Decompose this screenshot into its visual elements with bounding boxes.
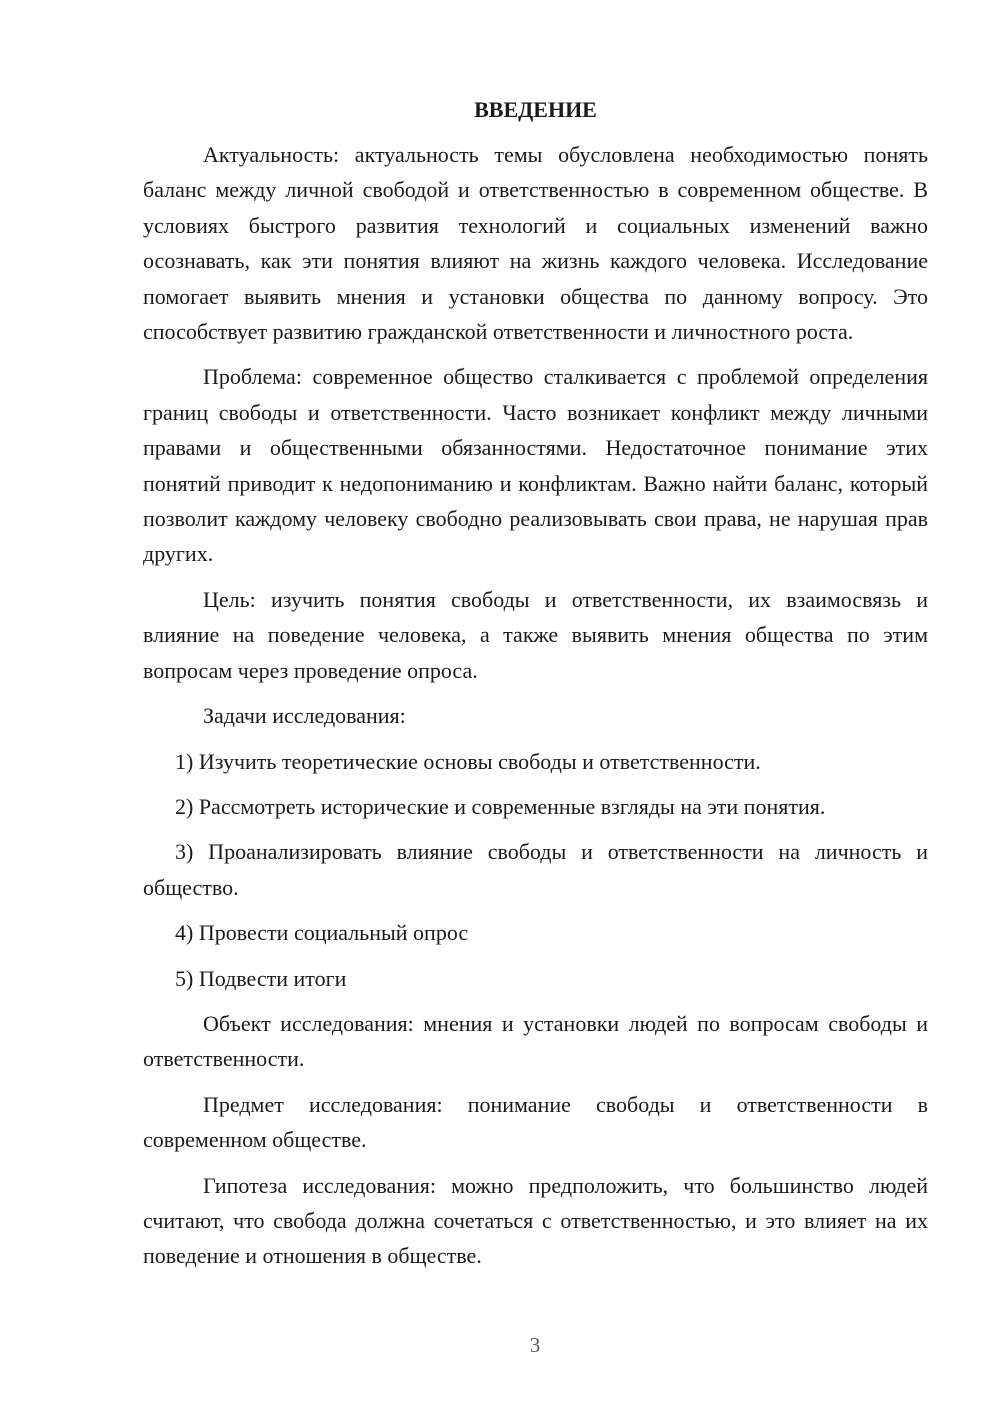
tasks-heading: Задачи исследования: — [203, 703, 406, 729]
page-content — [143, 92, 928, 1284]
paragraph-goal: Цель: изучить понятия свободы и ответственности, их взаимосвязь и влияние на поведение человека, а также выявить мнения общества по этим вопросам через проведение опроса. — [143, 586, 928, 683]
paragraph-relevance: Актуальность: актуальность темы обусловлена необходимостью понять баланс между личной свободой и ответственностью в современном обществе. В условиях быстрого развития технологий и социальных изменений важно осознавать, как эти понятия влияют на жизнь каждого человека. Исследование помогает выявить мнения и установки общества по данному вопросу. Это способствует развитию гражданской ответственности и личностного роста. — [143, 142, 928, 345]
list-item: 1) Изучить теоретические основы свободы и ответственности. — [175, 748, 761, 774]
page-number: 3 — [529, 1333, 541, 1357]
paragraph-subject: Предмет исследования: понимание свободы и ответственности в современном обществе. — [143, 1091, 928, 1153]
list-item: 3) Проанализировать влияние свободы и ответственности на личность и общество. — [143, 839, 928, 900]
list-item: 2) Рассмотреть исторические и современные взгляды на эти понятия. — [175, 793, 826, 819]
list-item: 4) Провести социальный опрос — [175, 920, 469, 946]
paragraph-object: Объект исследования: мнения и установки людей по вопросам свободы и ответственности. — [143, 1010, 928, 1072]
tasks-list — [143, 744, 928, 996]
page-title: ВВЕДЕНИЕ — [474, 97, 597, 122]
list-item: 5) Подвести итоги — [175, 965, 347, 991]
paragraph-hypothesis: Гипотеза исследования: можно предположить, что большинство людей считают, что свобода должна сочетаться с ответственностью, и это влияет на их поведение и отношения в обществе. — [143, 1172, 928, 1269]
paragraph-problem: Проблема: современное общество сталкивается с проблемой определения границ свободы и ответственности. Часто возникает конфликт между личными правами и общественными обязанностями. Недостаточное понимание этих понятий приводит к недопониманию и конфликтам. Важно найти баланс, который позволит каждому человеку свободно реализовывать свои права, не нарушая прав других. — [143, 364, 928, 567]
